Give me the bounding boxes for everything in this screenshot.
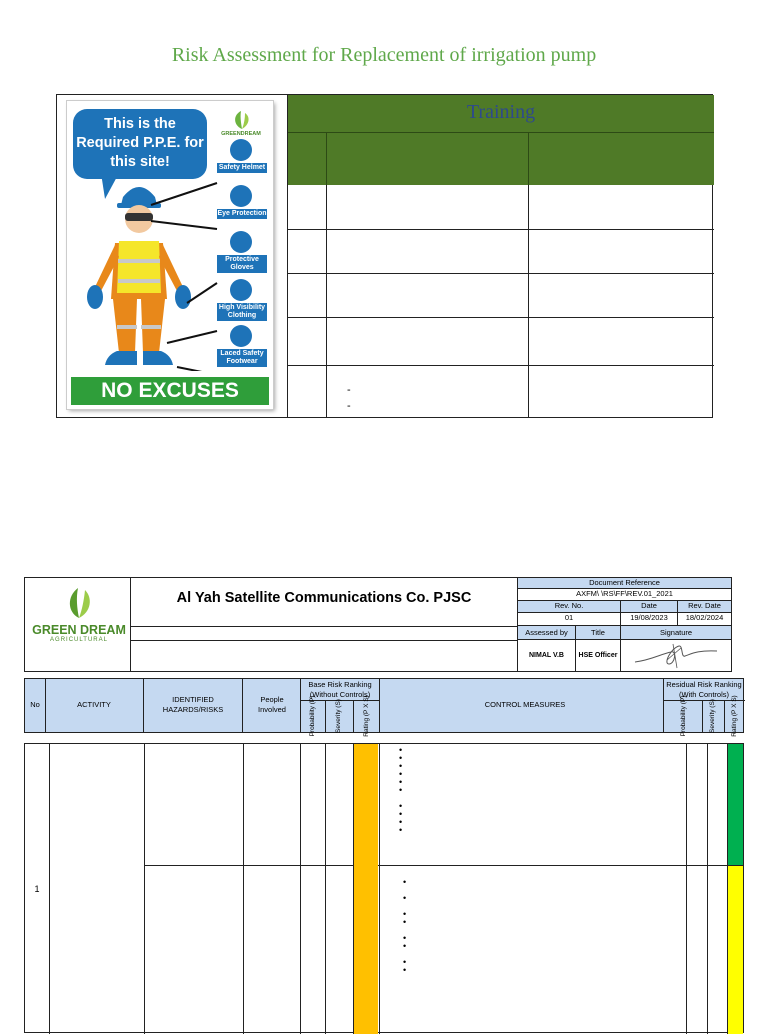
rev-date-value: 18/02/2024: [678, 613, 731, 626]
ppe-item-helmet: Safety Helmet: [218, 164, 266, 171]
divider: [49, 744, 50, 1034]
divider: [528, 132, 529, 185]
residual-rating-cell-medium: [728, 866, 743, 1034]
col-hazards: IDENTIFIED HAZARDS/RISKS: [162, 695, 224, 714]
goggles-icon: [230, 185, 252, 207]
signature-image: [631, 642, 721, 670]
ppe-item-footwear: Laced Safety Footwear: [217, 349, 267, 367]
divider: [379, 679, 380, 732]
divider: [143, 679, 144, 732]
col-activity: ACTIVITY: [77, 700, 111, 709]
rev-no-label: Rev. No.: [518, 601, 621, 613]
document-header: [24, 577, 732, 672]
green-leaf-icon: [61, 586, 97, 620]
divider: [130, 640, 517, 641]
ppe-training-table: [56, 94, 713, 418]
divider: [379, 744, 380, 1034]
ppe-item-eye: Eye Protection: [217, 210, 267, 217]
no-excuses-banner: NO EXCUSES: [71, 377, 269, 405]
glove-icon: [230, 231, 252, 253]
ppe-sign: [67, 101, 273, 409]
date-value: 19/08/2023: [621, 613, 678, 626]
ppe-brand: GREENDREAM: [221, 131, 261, 137]
doc-ref-value: AXFM\ \RS\FF\REV.01_2021: [518, 589, 731, 601]
residual-rating-cell-low: [728, 744, 743, 865]
bullet-list: • • • • • • • • • •: [399, 745, 403, 835]
title-value: HSE Officer: [576, 640, 621, 671]
vest-icon: [230, 279, 252, 301]
logo-sub: AGRICULTURAL: [50, 637, 108, 643]
rev-no-value: 01: [518, 613, 621, 626]
assessed-by-label: Assessed by: [518, 626, 576, 640]
divider: [325, 700, 326, 732]
divider: [300, 744, 301, 1034]
doc-ref-label: Document Reference: [518, 578, 731, 589]
col-residual-risk: Residual Risk Ranking (With Controls): [666, 680, 742, 699]
col-res-rating: Rating (P X S): [731, 695, 738, 737]
ppe-arrows: [147, 171, 219, 371]
divider: [288, 273, 714, 274]
divider: [326, 132, 327, 185]
rev-date-label: Rev. Date: [678, 601, 731, 613]
divider: [528, 185, 529, 417]
signature-label: Signature: [621, 626, 731, 640]
divider: [130, 626, 517, 627]
col-no: No: [30, 700, 40, 709]
base-rating-cell: [354, 744, 378, 1034]
bullet-list: • • • • • • • •: [403, 877, 407, 975]
divider: [242, 679, 243, 732]
training-title: Training: [466, 101, 536, 123]
helmet-icon: [230, 139, 252, 161]
ppe-item-clothing: High Visibility Clothing: [218, 304, 266, 319]
col-rating: Rating (P X S): [363, 695, 370, 737]
col-people: People Involved: [258, 695, 286, 714]
title-label: Title: [576, 626, 621, 640]
logo-main: GREEN DREAM: [32, 623, 126, 637]
assessed-by-value: NIMAL V.B: [518, 640, 576, 671]
divider: [724, 700, 725, 732]
divider: [707, 744, 708, 1034]
training-dash: -: [347, 384, 351, 396]
col-res-probability: Probability (P): [680, 695, 687, 737]
row-number: 1: [34, 884, 40, 894]
green-leaf-icon: [227, 109, 257, 131]
company-name: Al Yah Satellite Communications Co. PJSC: [176, 590, 472, 606]
col-base-risk: Base Risk Ranking (Without Controls): [308, 680, 372, 699]
divider: [325, 744, 326, 1034]
date-label: Date: [621, 601, 678, 613]
ppe-item-gloves: Protective Gloves: [217, 255, 267, 273]
divider: [702, 700, 703, 732]
col-controls: CONTROL MEASURES: [484, 700, 566, 709]
risk-table-header: [24, 678, 744, 737]
ppe-bubble: This is the Required P.P.E. for this site!: [73, 109, 207, 179]
divider: [144, 744, 145, 1034]
divider: [288, 132, 714, 133]
divider: [243, 744, 244, 1034]
divider: [686, 744, 687, 1034]
divider: [288, 365, 714, 366]
boot-icon: [230, 325, 252, 347]
divider: [288, 317, 714, 318]
divider: [144, 865, 744, 866]
page-title: Risk Assessment for Replacement of irrigation pump: [171, 44, 597, 66]
divider: [288, 229, 714, 230]
col-res-severity: Severity (S): [709, 699, 716, 733]
risk-table-body: [24, 743, 744, 1033]
divider: [353, 700, 354, 732]
col-probability: Probability (P): [309, 695, 316, 737]
col-severity: Severity (S): [335, 699, 342, 733]
ppe-sign-cell: [57, 95, 288, 417]
divider: [326, 185, 327, 417]
training-dash: -: [347, 400, 351, 412]
